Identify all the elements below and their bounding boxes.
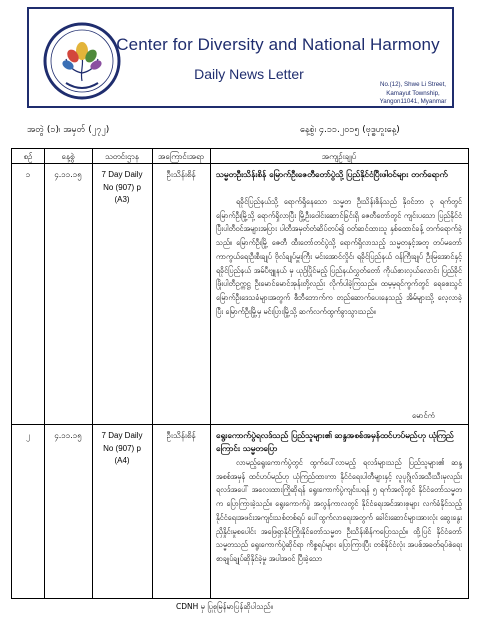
row-date: ၄.၁၁.၁၅ bbox=[54, 431, 82, 440]
organization-name: Center for Diversity and National Harmony bbox=[116, 35, 440, 54]
source-line: No (907) p bbox=[103, 182, 141, 192]
row-divider bbox=[12, 163, 468, 164]
row-summary: ရခိုင်ပြည်နယ်သို့ ရောက်ရှိနေသော သမ္မတ ဦးသိန်းစိန်သည် နိုဝင်ဘာ ၃ ရက်တွင် မြောက်ဦးမြို့သို့ ရောက်ရှိလာပြီး မြို့ဦးဝေါင်းဆောင်ခြင်းရှိ ဇေတီတော်တွင် ကျင်းပသော ပြည်နိုင်ငံပြီးပါတီဝင်အများအပြား ပါတီအမှတ်တံဆိပ်တပ်၍ ဝတ်ဆင်ထားသူ နှစ်ထောင်ခန့် တက်ရောက်ခဲ့သည်။ မြောက်ဦးမြို့ ဇေတီ ထီးတော်တင်ပွဲသို့ ရောက်ရှိလာသည့် သမ္မတနှင့်အတူ တပ်မတော်ကာကွယ်ရေးဦးစီးချုပ် ဗိုလ်ချုပ်မှူးကြီး မင်းအောင်လှိုင်၊ ရခိုင်ပြည်နယ် ဝန်ကြီးချုပ် ဦးမြအောင်နှင့် ရခိုင်ပြည်နယ် အမ်ပီဗျူနယ် မှ ယုဉ်ပြိုင်မည့် ပြည်နယ်လွှတ်တော် ကိုယ်စားလှယ်လောင်း ပြည်ခိုင်ဖြိုးပါတီဥက္ကဋ္ဌ ဦးမောင်မောင်အုန်းတို့လည်း လိုက်ပါခဲ့ကြသည်။ ထမ့မ့ရင်ကွက်တွင် ရေစေးသွင် မြောက်ဦးဒေသခံများအတွက် စီဘီဘောက်က တည်ဆောက်ပေးနေသည့် အိမ်များသို့ လေ့လာခဲ့ပြီး မြောက်ဦးမြို့မှ မင်းပြားမြို့သို့ ဆက်လက်ထွက်ခွာသွားသည်။ bbox=[216, 197, 462, 316]
address-line: Yangon11041, Myanmar bbox=[379, 98, 447, 105]
address-line: No.(12), Shwe Li Street, bbox=[379, 81, 447, 88]
row-headline: ရွေးကောက်ပွဲရလဒ်သည် ပြည်သူများ၏ ဆန္ဒအစစ်အမှန်ထင်ဟပ်မည်ဟု ယုံကြည်ကြောင်း သမ္မတပြော bbox=[216, 430, 454, 453]
row-divider bbox=[12, 424, 468, 425]
column-divider bbox=[92, 149, 93, 598]
row-number: ၁ bbox=[25, 170, 31, 179]
source-line: (A3) bbox=[114, 195, 130, 204]
header-topic: အကြောင်းအရာ bbox=[158, 152, 204, 161]
issue-date: နေ့စွဲ၊ ၄.၁၁.၂၀၁၅ (ဗုဒ္ဓဟူးနေ့) bbox=[300, 125, 400, 135]
row-date: ၄.၁၁.၁၅ bbox=[54, 170, 82, 179]
organization-logo bbox=[42, 21, 122, 101]
column-divider bbox=[152, 149, 153, 598]
column-divider bbox=[210, 149, 211, 598]
source-line: (A4) bbox=[114, 456, 130, 465]
header-summary: အကျဉ်းချုပ် bbox=[321, 152, 357, 161]
column-divider bbox=[44, 149, 45, 598]
row-number: ၂ bbox=[26, 431, 30, 440]
header-source: သတင်းဌာန bbox=[105, 152, 139, 161]
organization-address bbox=[374, 81, 452, 107]
row-source bbox=[92, 430, 152, 468]
source-line: 7 Day Daily bbox=[101, 170, 143, 179]
row-topic: ဦးသိန်းစိန် bbox=[166, 431, 196, 440]
row-topic: ဦးသိန်းစိန် bbox=[166, 170, 196, 179]
source-line: No (907) p bbox=[103, 443, 141, 453]
header-date: နေ့စွဲ bbox=[61, 152, 75, 161]
row-summary: လာမည့်ရွေးကောက်ပွဲတွင် ထွက်ပေါ်လာမည့် ရလဒ်များသည် ပြည်သူများ၏ ဆန္ဒအစစ်အမှန် ထင်ဟပ်မည်ဟု ယုံကြည်ထားကာ နိုင်ငံရေးပါတီများနှင့် လူပုဂ္ဂိုလ်အသီးသီးမှလည်း ရလဒ်အပေါ် အလေးထားကြိုဆိုရန် ရွေးကောက်ပွဲကျင်းပရန် ၅ ရက်အလိုတွင် နိုင်ငံတော်သမ္မတက ပြောကြားခဲ့သည်။ ရွေးကောက်ပွဲ အလွန်ကာလတွင် နိုင်ငံရေးအင်အားစုများ လက်ခံနိုင်သည့် နိုင်ငံရေးအဖင်းအကျင်းသစ်တစ်ရပ် ပေါ်ထွက်လာရေးအတွက် ခေါင်းဆောင်များအားလုံး ဆွေးနွေးညှိနှိုင်းမှုစပေါင်း အဖြေရှာနိုင်ကြိုးနိုင်တော်သမ္မတ ဦးသိန်းစိန်ကပြောသည်။ ထို့ပြင် နိုင်ငံတော်သမ္မတသည် ရွေးကောက်ပွဲဆိုင်ရာ ကိစ္စရပ်များ ပြောကြားပြီး တစ်နိုင်ငံလုံး အပစ်အခတ်ရပ်စဲရေးစာချုပ်ချုပ်ဆိုနိုင်ခဲ့မှု အပါအဝင် ပြီးခဲ့သော bbox=[216, 458, 462, 563]
news-table bbox=[11, 148, 469, 599]
continued-label: မောင်ကံ bbox=[412, 411, 435, 420]
row-headline: သမ္မတဦးသိန်းစိန် မြောက်ဦးဇေတီတော်ပွဲသို့ ပြည်နိုင်ငံပြီးဖါဝင်များ တက်ရောက် bbox=[216, 169, 448, 179]
address-line: Kamayut Township, bbox=[386, 89, 440, 97]
header-banner bbox=[27, 7, 454, 108]
footer-note: CDNH မှ ပြုစုမြန်မာပြန်ဆိုပါသည်။ bbox=[176, 602, 273, 611]
newsletter-title: Daily News Letter bbox=[194, 66, 304, 82]
issue-volume: အတွဲ (၁)၊ အမှတ် (၂၇၂) bbox=[27, 125, 110, 135]
header-number: စဉ် bbox=[23, 152, 33, 161]
row-source bbox=[92, 169, 152, 207]
source-line: 7 Day Daily bbox=[101, 431, 143, 440]
